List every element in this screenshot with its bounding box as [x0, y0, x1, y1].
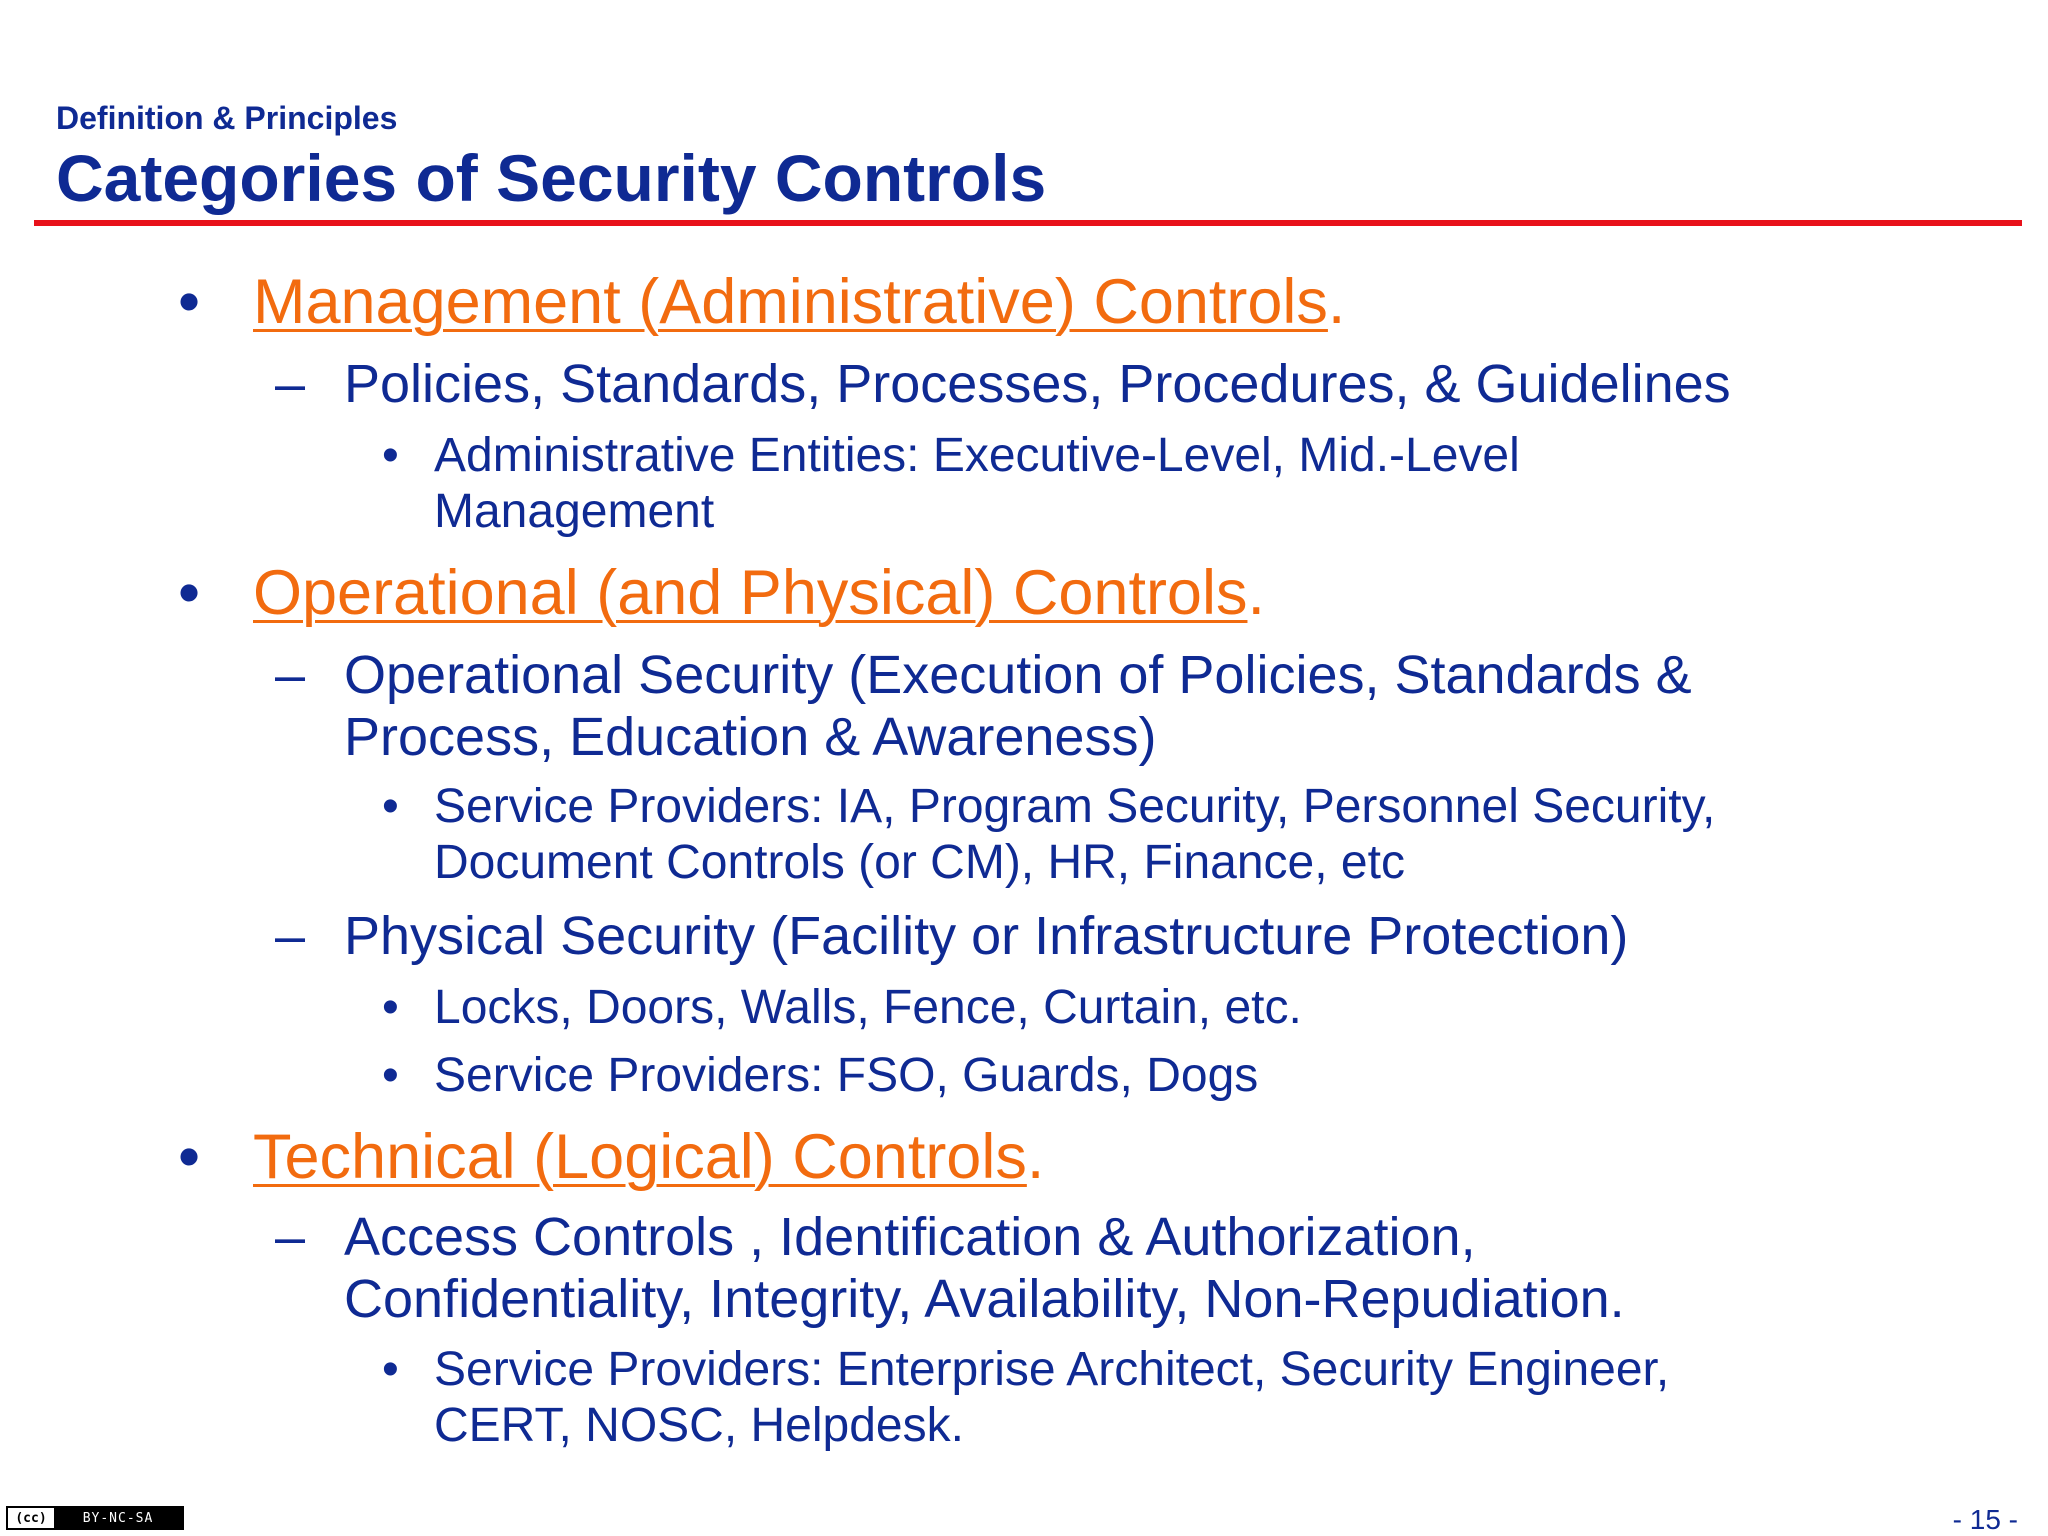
bullet-icon: • — [178, 1122, 201, 1192]
dash-icon: – — [275, 354, 306, 414]
dash-icon: – — [275, 645, 306, 705]
license-text: BY-NC-SA — [82, 1510, 154, 1526]
sub-sub-item-text: Locks, Doors, Walls, Fence, Curtain, etc. — [434, 981, 1302, 1034]
bullet-icon: • — [382, 1343, 399, 1396]
period: . — [1247, 558, 1265, 628]
period: . — [1026, 1122, 1045, 1192]
management-controls-link[interactable]: Management (Administrative) Controls — [253, 267, 1328, 337]
section-subtitle: Definition & Principles — [56, 100, 398, 136]
sub-item-text: Confidentiality, Integrity, Availability, Non-Repudiation. — [344, 1269, 1625, 1329]
cc-icon: (cc) — [8, 1508, 54, 1528]
cc-license-badge[interactable] — [6, 1506, 184, 1530]
bullet-icon: • — [382, 429, 399, 482]
dash-icon: – — [275, 1207, 306, 1267]
sub-item-text: Operational Security (Execution of Policies, Standards & — [344, 645, 1692, 705]
operational-controls-link[interactable]: Operational (and Physical) Controls — [253, 558, 1248, 628]
sub-item-text: Process, Education & Awareness) — [344, 707, 1157, 767]
bullet-icon: • — [178, 558, 201, 628]
sub-sub-item-text: CERT, NOSC, Helpdesk. — [434, 1399, 964, 1452]
bullet-icon: • — [382, 981, 399, 1034]
sub-sub-item-text: Document Controls (or CM), HR, Finance, etc — [434, 836, 1405, 889]
sub-sub-item-text: Management — [434, 485, 715, 538]
list-item-text — [253, 1121, 1044, 1193]
bullet-icon: • — [382, 1049, 399, 1102]
sub-sub-item-text: Administrative Entities: Executive-Level, Mid.-Level — [434, 429, 1520, 482]
slide-title: Categories of Security Controls — [56, 141, 1047, 215]
bullet-icon: • — [178, 267, 201, 337]
period: . — [1327, 267, 1346, 337]
sub-sub-item-text: Service Providers: IA, Program Security, Personnel Security, — [434, 780, 1716, 833]
title-divider — [34, 220, 2022, 226]
dash-icon: – — [275, 906, 306, 966]
list-item-text — [253, 266, 1345, 338]
sub-sub-item-text: Service Providers: FSO, Guards, Dogs — [434, 1049, 1259, 1102]
bullet-icon: • — [382, 780, 399, 833]
list-item-text — [253, 557, 1265, 629]
sub-item-text: Policies, Standards, Processes, Procedures, & Guidelines — [344, 354, 1731, 414]
technical-controls-link[interactable]: Technical (Logical) Controls — [253, 1122, 1027, 1192]
sub-item-text: Physical Security (Facility or Infrastructure Protection) — [344, 906, 1629, 966]
sub-sub-item-text: Service Providers: Enterprise Architect, Security Engineer, — [434, 1343, 1670, 1396]
page-number: - 15 - — [1952, 1504, 2018, 1535]
sub-item-text: Access Controls , Identification & Authorization, — [344, 1207, 1476, 1267]
